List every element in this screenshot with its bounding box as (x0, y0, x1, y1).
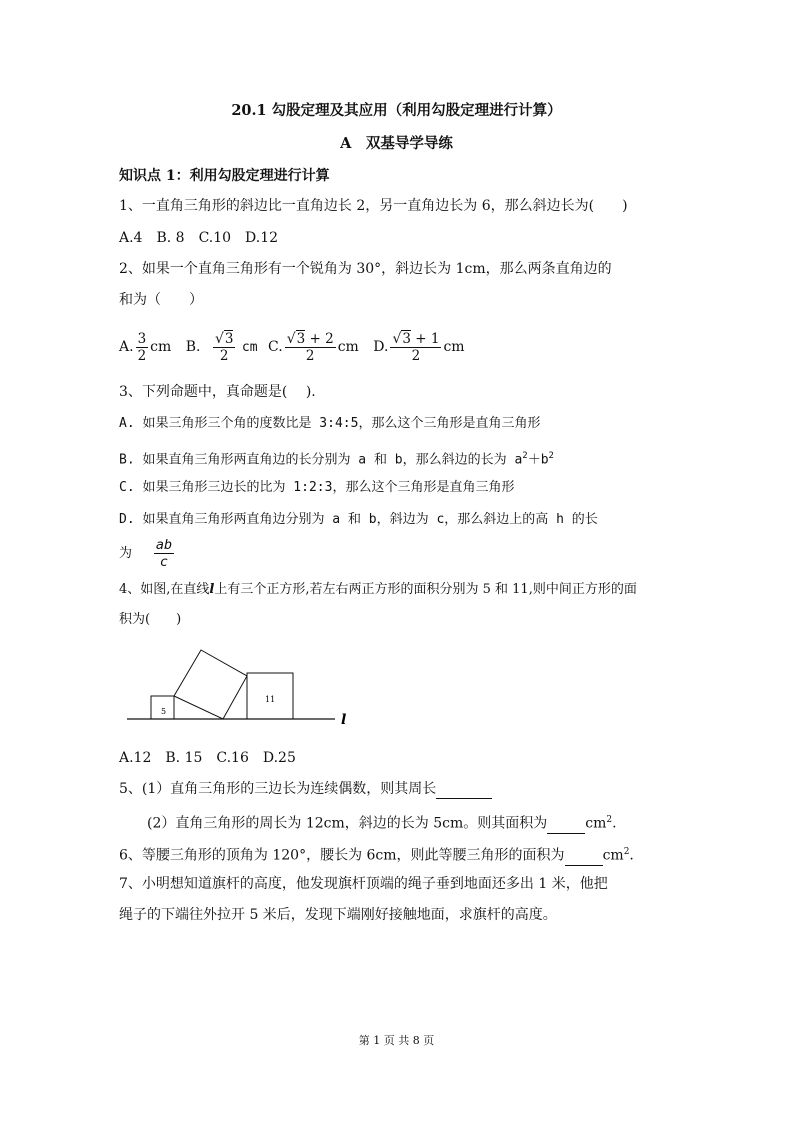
answer-blank[interactable] (547, 817, 585, 834)
line-label: l (341, 712, 347, 728)
question-5-part2: (2）直角三角形的周长为 12cm，斜边的长为 5cm。则其面积为 $cm^2$. (147, 815, 617, 832)
question-2-line1: 2、如果一个直角三角形有一个锐角为 30°，斜边长为 1cm，那么两条直角边的 (119, 261, 612, 277)
question-5-part1: 5、(1）直角三角形的三边长为连续偶数，则其周长 (119, 779, 492, 799)
option-b-fraction: $\frac{√3}{2}$ (214, 330, 234, 364)
question-3-option-c: C. 如果三角形三边长的比为 1:2:3，那么这个三角形是直角三角形 (119, 480, 515, 495)
section-subtitle: A 双基导学导练 (340, 135, 453, 152)
question-4-line2: 积为( ) (119, 612, 182, 627)
option-a-unit: cm (150, 339, 172, 355)
answer-blank[interactable] (565, 849, 603, 866)
question-1-options: A.4 B. 8 C.10 D.12 (119, 230, 279, 246)
knowledge-point-heading: 知识点 1：利用勾股定理进行计算 (119, 168, 330, 184)
page-footer: 第 1 页 共 8 页 (358, 1034, 435, 1047)
question-4-options: A.12 B. 15 C.16 D.25 (119, 750, 296, 766)
left-square-label: 5 (161, 707, 167, 716)
option-b-label: B. (185, 339, 201, 355)
question-3-option-d-line1: D. 如果直角三角形两直角边分别为 a 和 b，斜边为 c，那么斜边上的高 h 的长 (119, 512, 598, 527)
middle-square (174, 650, 247, 719)
question-2-options (119, 325, 465, 370)
question-3-option-d-line2: 为 $\frac{ab}{c}$ (119, 537, 173, 570)
question-7-line1: 7、小明想知道旗杆的高度，他发现旗杆顶端的绳子垂到地面还多出 1 米，他把 (119, 876, 608, 892)
question-3-option-b: B. 如果直角三角形两直角边的长分别为 a 和 b，那么斜边的长为 $a^2+b^2$ (119, 451, 554, 468)
question-2-line2: 和为（ ） (119, 292, 203, 308)
option-c-unit: cm (337, 339, 359, 355)
question-6: 6、等腰三角形的顶角为 120°，腰长为 6cm，则此等腰三角形的面积为 $cm^2$. (119, 847, 634, 864)
question-3-option-a: A. 如果三角形三个角的度数比是 3:4:5，那么这个三角形是直角三角形 (119, 416, 541, 431)
option-a-fraction: $\frac{3}{2}$ (137, 330, 147, 364)
question-7-line2: 绳子的下端往外拉开 5 米后，发现下端刚好接触地面，求旗杆的高度。 (119, 907, 557, 923)
option-d-label: D. (373, 339, 389, 355)
option-d-fraction: $\frac{√3 + 1}{2}$ (392, 330, 440, 364)
option-b-unit: cm (241, 340, 258, 355)
option-d-unit: cm (443, 339, 465, 355)
question-4-line1: 4、如图,在直线l上有三个正方形,若左右两正方形的面积分别为 5 和 11,则中间正方形的面 (119, 582, 637, 597)
option-c-label: C. (268, 339, 283, 355)
option-c-fraction: $\frac{√3 + 2}{2}$ (286, 330, 334, 364)
page-title: 20.1 勾股定理及其应用（利用勾股定理进行计算） (231, 102, 562, 119)
question-1: 1、一直角三角形的斜边比一直角边长 2，另一直角边长为 6，那么斜边长为( ) (119, 198, 628, 214)
right-square-label: 11 (265, 695, 276, 704)
squares-figure (115, 640, 360, 730)
option-a-label: A. (119, 339, 134, 355)
answer-blank[interactable] (436, 782, 492, 799)
option-d-fraction: $\frac{ab}{c}$ (155, 537, 173, 570)
question-3-stem: 3、下列命题中，真命题是( ). (119, 384, 316, 400)
